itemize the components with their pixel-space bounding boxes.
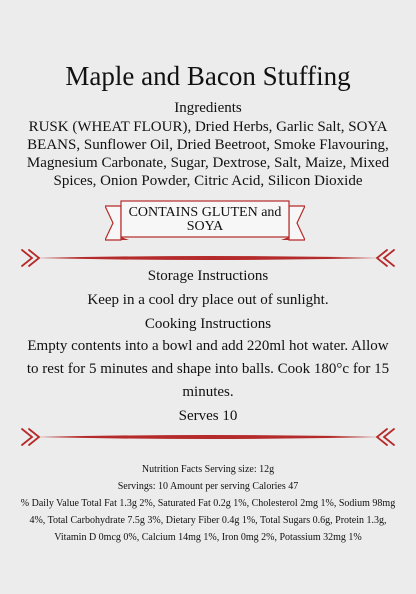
product-title: Maple and Bacon Stuffing xyxy=(65,61,351,91)
cooking-heading: Cooking Instructions xyxy=(144,316,272,332)
ingredients-list: RUSK (WHEAT FLOUR), Dried Herbs, Garlic Salt, SOYA BEANS, Sunflower Oil, Dried Beetroot, Smoke Flavouring, Magnesium Carbonate, Sugar, Dextrose, Salt, Maize, Mixed Spices, Onion Powder, Citric Acid, Silicon Dioxide xyxy=(26,119,390,189)
allergen-warning-text: CONTAINS GLUTEN and SOYA xyxy=(128,205,282,234)
storage-heading: Storage Instructions xyxy=(147,268,269,284)
storage-instructions: Keep in a cool dry place out of sunlight. xyxy=(87,292,329,308)
nutrition-servings: Servings: 10 Amount per serving Calories 47 xyxy=(117,481,299,492)
allergen-banner xyxy=(105,200,305,244)
nutrition-daily-values: % Daily Value Total Fat 1.3g 2%, Saturated Fat 0.2g 1%, Cholesterol 2mg 1%, Sodium 98mg 4%, Total Carbohydrate 7.5g 3%, Dietary Fiber 0.4g 1%, Total Sugars 0.6g, Protein 1.3g, Vitamin D 0mcg 0%, Calcium 14mg 1%, Iron 0mg 2%, Potassium 32mg 1% xyxy=(20,498,396,543)
cooking-instructions: Empty contents into a bowl and add 220ml hot water. Allow to rest for 5 minutes and shape into balls. Cook 180°c for 15 minutes. xyxy=(26,338,390,400)
ingredients-heading: Ingredients xyxy=(174,100,242,116)
serves-count: Serves 10 xyxy=(178,408,238,424)
ornament-divider xyxy=(0,425,416,449)
nutrition-serving-size: Nutrition Facts Serving size: 12g xyxy=(141,464,275,475)
nutrition-facts xyxy=(18,461,398,546)
